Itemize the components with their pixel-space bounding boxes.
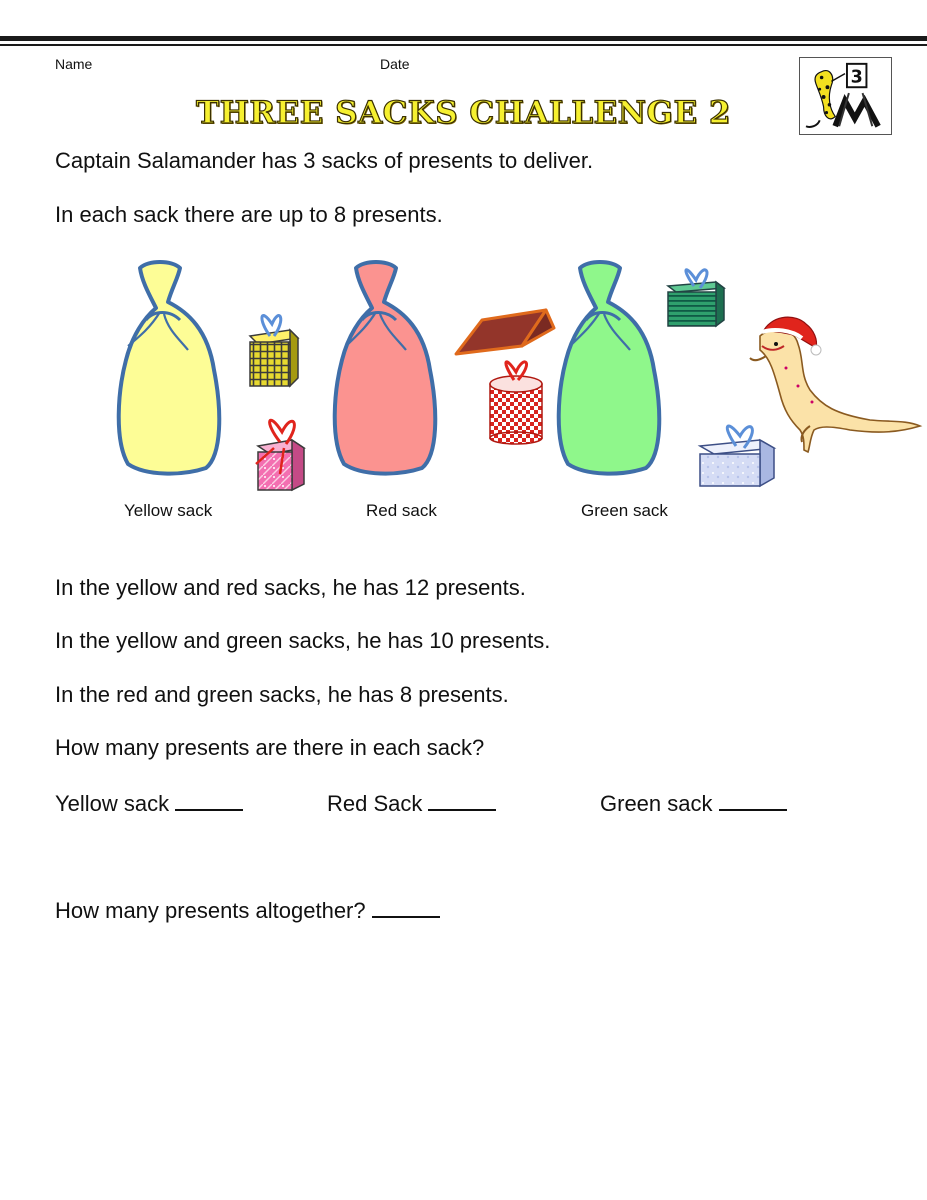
red-answer-label: Red Sack [327,791,423,816]
green-answer [600,789,787,817]
intro-line-1: Captain Salamander has 3 sacks of presents to deliver. [55,148,594,173]
red-answer-blank[interactable] [428,789,496,811]
top-rule-thick [0,36,927,41]
yellow-answer-blank[interactable] [175,789,243,811]
clue-1: In the yellow and red sacks, he has 12 presents. [55,575,526,600]
clue-3: In the red and green sacks, he has 8 presents. [55,682,509,707]
green-answer-label: Green sack [600,791,713,816]
green-present-icon [668,270,724,326]
red-sack-label: Red sack [366,501,437,520]
illustration [110,250,927,550]
yellow-sack-label: Yellow sack [124,501,213,520]
salamander-icon [750,317,920,452]
total-answer-blank[interactable] [372,896,440,918]
pink-present-icon [256,420,304,490]
total-question [55,896,440,924]
yellow-sack-icon [119,262,220,474]
grade-number: 3 [850,67,863,88]
checkered-present-icon [490,362,542,444]
red-answer [327,789,496,817]
green-sack-icon [559,262,660,474]
logo-icon [800,58,891,134]
clue-2: In the yellow and green sacks, he has 10 presents. [55,628,551,653]
prism-present-icon [456,310,554,354]
blue-present-icon [700,426,774,486]
green-sack-label: Green sack [581,501,668,520]
question: How many presents are there in each sack? [55,735,485,760]
yellow-answer [55,789,243,817]
intro-line-2: In each sack there are up to 8 presents. [55,202,443,227]
plaid-present-icon [250,316,298,386]
page-title: THREE SACKS CHALLENGE 2 [196,95,731,131]
total-question-label: How many presents altogether? [55,898,366,923]
grade-logo [799,57,892,135]
yellow-answer-label: Yellow sack [55,791,170,816]
date-label: Date [380,56,410,72]
name-label: Name [55,56,93,72]
red-sack-icon [335,262,436,474]
green-answer-blank[interactable] [719,789,787,811]
top-rule-thin [0,44,927,46]
